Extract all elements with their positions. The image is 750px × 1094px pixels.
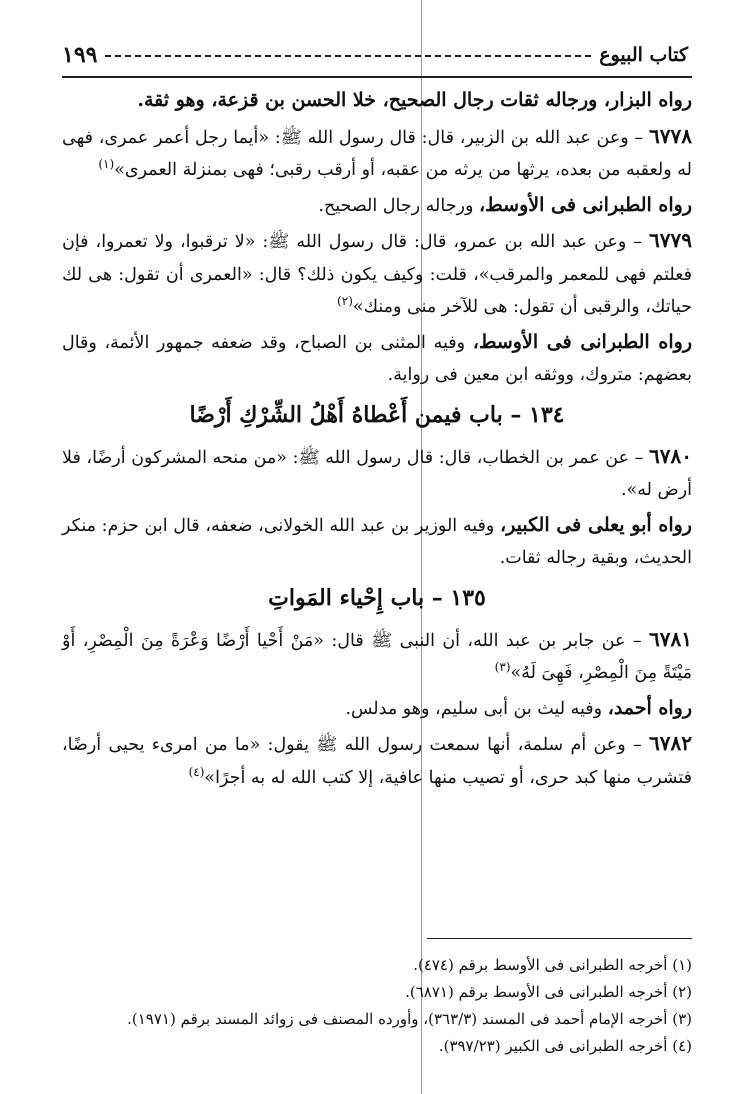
- hadith-6779: [62, 224, 692, 324]
- source-text: ورجاله رجال الصحيح.: [318, 195, 479, 216]
- hadith-number: ٦٧٧٩: [649, 228, 692, 252]
- source-text: وفيه الوزير بن عبد الله الخولانى، ضعفه، قال ابن حزم: منكر الحديث، وبقية رجاله ثقات.: [62, 515, 692, 568]
- paragraph-source-2: [62, 189, 692, 223]
- hadith-text: – وعن عبد الله بن عمرو، قال: قال رسول الله ﷺ: «لا ترقبوا، ولا تعمروا، فإن فعلتم فهى للمعمر والمرقب»، قلت: وكيف يكون ذلك؟ قال: «العمرى أن تقول: هى لك حياتك، والرقبى أن تقول: هى للآخر منى ومنك»: [62, 232, 692, 317]
- source-label: رواه أحمد،: [607, 696, 692, 719]
- source-text: وفيه المثنى بن الصباح، وقد ضعفه جمهور الأئمة، وقال بعضهم: متروك، ووثقه ابن معين فى رواية.: [62, 332, 692, 385]
- paragraph-text: رواه البزار، ورجاله ثقات رجال الصحيح، خلا الحسن بن قزعة، وهو ثقة.: [137, 89, 692, 111]
- chapter-heading-134: ١٣٤ – باب فيمن أَعْطاهُ أَهْلُ الشِّرْكِ أَرْضًا: [189, 401, 565, 428]
- footnote-item: (٢) أخرجه الطبرانى فى الأوسط برقم (٦٨٧١).: [405, 983, 692, 1001]
- paragraph-source-5: [62, 692, 692, 726]
- footnotes: [62, 952, 692, 1060]
- hadith-6781: [62, 623, 692, 690]
- footnote-separator: [427, 938, 692, 939]
- paragraph-source-4: [62, 509, 692, 575]
- hadith-text: – وعن أم سلمة، أنها سمعت رسول الله ﷺ يقول: «ما من امرىء يحيى أرضًا، فتشرب منها كبد حرى، أو تصيب منها عافية، إلا كتب الله له به أجرًا»: [62, 735, 692, 788]
- hadith-number: ٦٧٧٨: [649, 123, 692, 148]
- hadith-number: ٦٧٨٠: [649, 443, 692, 468]
- footnote-ref: (١): [98, 157, 115, 172]
- source-label: رواه أبو يعلى فى الكبير،: [499, 513, 692, 536]
- header-title: كتاب البيوع: [599, 44, 688, 66]
- header-rule: [62, 76, 692, 78]
- paragraph-bazzar: [62, 84, 692, 118]
- source-text: وفيه ليث بن أبى سليم، وهو مدلس.: [345, 698, 608, 719]
- paragraph-source-3: [62, 326, 692, 392]
- footnote-item: (٤) أخرجه الطبرانى فى الكبير (٣٩٧/٢٣).: [438, 1037, 692, 1055]
- hadith-text: – عن جابر بن عبد الله، أن النبى ﷺ قال: «مَنْ أَحْيا أَرْضًا وَعْرَةً مِنَ الْمِصْرِ، أَوْ مَيْتَةً مِنَ الْمِصْرِ، فَهِىَ لَهُ»: [62, 630, 692, 683]
- chapter-heading-135: ١٣٥ – باب إِحْياء المَواتِ: [268, 584, 486, 611]
- source-label: رواه الطبرانى فى الأوسط،: [479, 193, 692, 216]
- footnote-ref: (٢): [337, 294, 353, 309]
- hadith-text: – عن عمر بن الخطاب، قال: قال رسول الله ﷺ: «من منحه المشركون أرضًا، فلا أرض له».: [62, 447, 692, 500]
- source-label: رواه الطبرانى فى الأوسط،: [472, 330, 692, 353]
- footnote-ref: (٣): [494, 660, 511, 675]
- page-number: ١٩٩: [62, 42, 98, 68]
- main-text: [62, 84, 692, 796]
- footnote-ref: (٤): [188, 764, 205, 779]
- footnote-item: (١) أخرجه الطبرانى فى الأوسط برقم (٤٧٤).: [413, 956, 692, 974]
- hadith-number: ٦٧٨٢: [649, 731, 692, 755]
- hadith-6782: [62, 727, 692, 794]
- footnote-item: (٣) أخرجه الإمام أحمد فى المسند (٣٦٣/٣)، وأورده المصنف فى زوائد المسند برقم (١٩٧١).: [127, 1010, 692, 1028]
- hadith-6778: [62, 120, 692, 187]
- hadith-6780: [62, 440, 692, 507]
- hadith-number: ٦٧٨١: [649, 626, 692, 651]
- header-dashes: [105, 54, 591, 57]
- running-header: [62, 38, 688, 72]
- hadith-text: – وعن عبد الله بن الزبير، قال: قال رسول الله ﷺ: «أيما رجل أعمر عمرى، فهى له ولعقبه من بعده، يرثها من يرثه من عقبه، أو أرقب رقبى؛ فهى بمنزلة العمرى»: [62, 127, 692, 180]
